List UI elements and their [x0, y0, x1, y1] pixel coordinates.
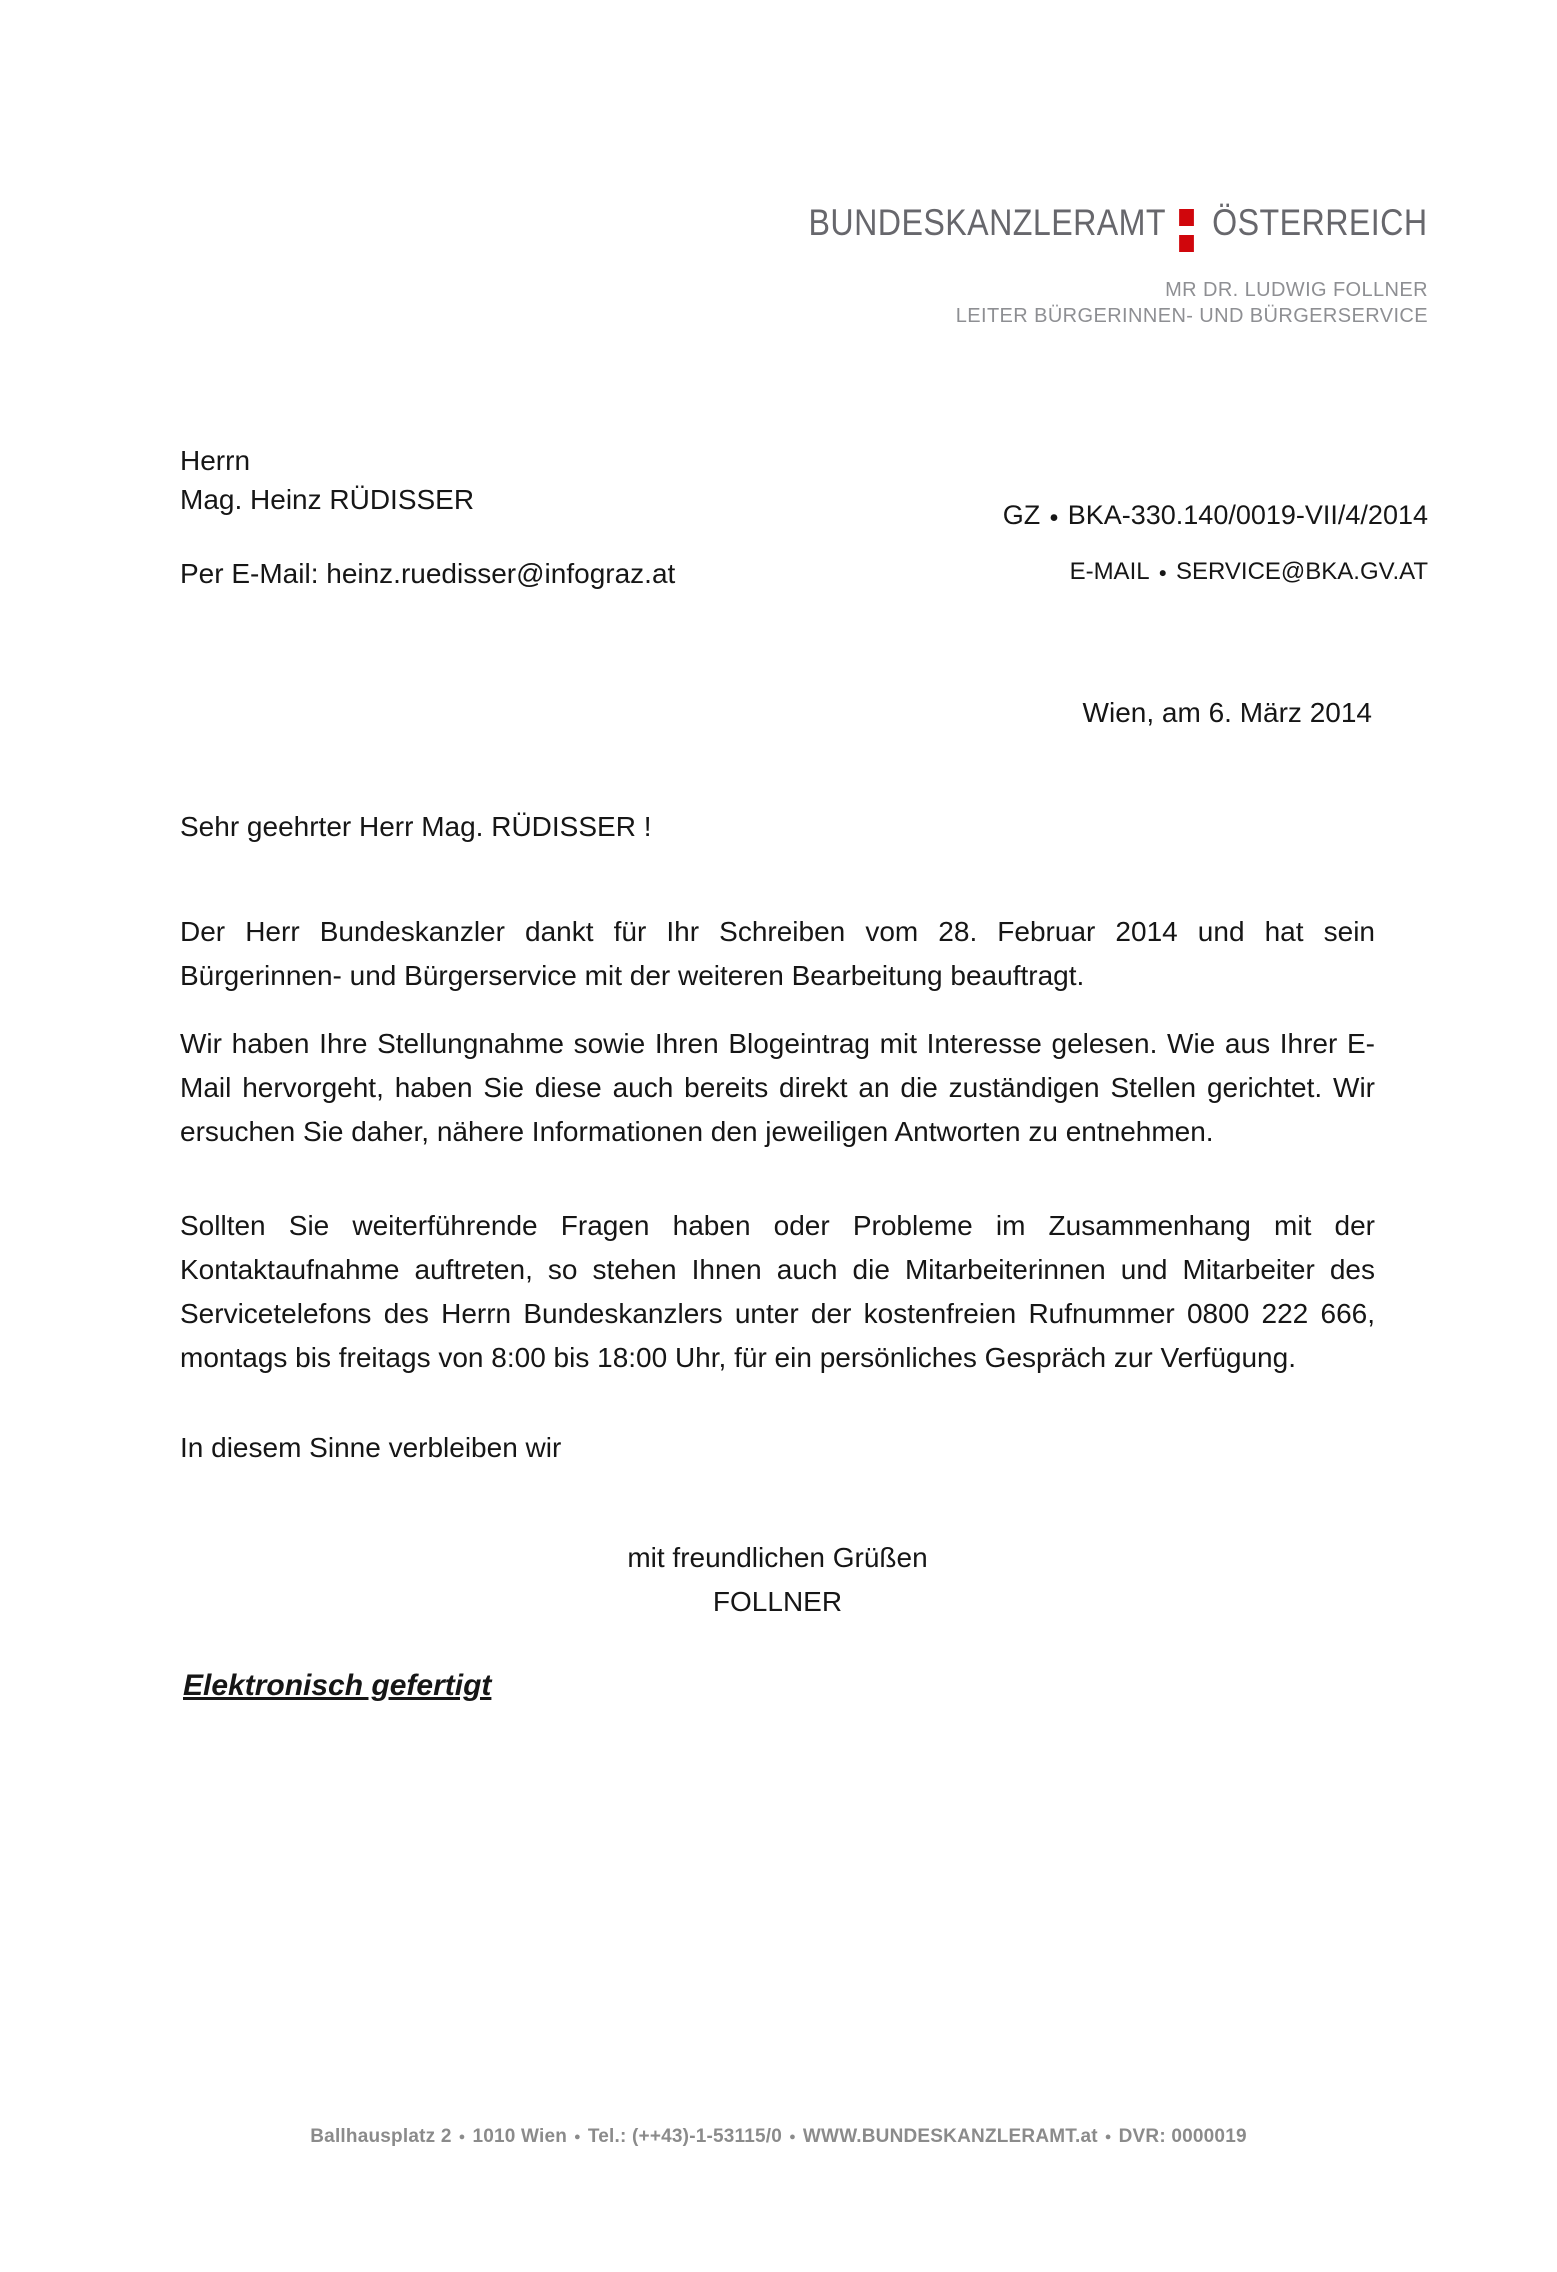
footer-city: 1010 Wien	[472, 2126, 568, 2147]
footer-address: Ballhausplatz 2	[310, 2126, 452, 2147]
letter-footer	[0, 2124, 1557, 2150]
bullet-icon: ●	[1049, 508, 1059, 526]
official-name: MR DR. LUDWIG FOLLNER	[1165, 279, 1428, 301]
reference-gz-line	[1003, 498, 1428, 535]
flag-square-top	[1180, 209, 1195, 226]
recipient-block	[180, 441, 474, 519]
email-value: SERVICE@BKA.GV.AT	[1175, 558, 1428, 585]
footer-phone: Tel.: (++43)-1-53115/0	[587, 2126, 783, 2147]
closing-block	[180, 1536, 1375, 1624]
recipient-salutation-form: Herrn	[180, 445, 251, 476]
signer-name: FOLLNER	[712, 1586, 843, 1617]
body-paragraph: Wir haben Ihre Stellungnahme sowie Ihren Blogeintrag mit Interesse gelesen. Wie aus Ihrer E-Mail hervorgeht, haben Sie diese auch bereits direkt an die zuständigen Stellen gerichtet. Wir ersuchen Sie daher, nähere Informationen den jeweiligen Antworten zu entnehmen.	[180, 1028, 1375, 1147]
salutation: Sehr geehrter Herr Mag. RÜDISSER !	[180, 811, 652, 842]
logo-word-bundeskanzleramt: BUNDESKANZLERAMT	[808, 202, 1167, 243]
electronically-signed-note: Elektronisch gefertigt	[183, 1669, 492, 1702]
body-paragraph: Der Herr Bundeskanzler dankt für Ihr Schreiben vom 28. Februar 2014 und hat sein Bürgerinnen- und Bürgerservice mit der weiteren Bearbeitung beauftragt.	[180, 916, 1375, 991]
body-paragraph: In diesem Sinne verbleiben wir	[180, 1432, 562, 1463]
bullet-icon: ●	[1104, 2131, 1112, 2144]
recipient-name: Mag. Heinz RÜDISSER	[180, 484, 475, 515]
footer-website: WWW.BUNDESKANZLERAMT.at	[802, 2126, 1098, 2147]
bullet-icon: ●	[1158, 564, 1167, 581]
body-paragraph: Sollten Sie weiterführende Fragen haben oder Probleme im Zusammenhang mit der Kontaktaufnahme auftreten, so stehen Ihnen auch die Mitarbeiterinnen und Mitarbeiter des Servicetelefons des Herrn Bundeskanzlers unter der kostenfreien Rufnummer 0800 222 666, montags bis freitags von 8:00 bis 18:00 Uhr, für ein persönliches Gespräch zur Verfügung.	[180, 1210, 1375, 1373]
reference-email-line	[1070, 557, 1428, 587]
bundeskanzleramt-logo	[809, 204, 1428, 252]
date-line: Wien, am 6. März 2014	[1082, 697, 1372, 728]
flag-square-bottom	[1180, 235, 1195, 252]
austria-flag-mark-icon	[1180, 209, 1195, 252]
sender-officials	[956, 277, 1428, 329]
gz-value: BKA-330.140/0019-VII/4/2014	[1067, 500, 1428, 530]
logo-word-oesterreich: ÖSTERREICH	[1212, 202, 1428, 243]
official-title: LEITER BÜRGERINNEN- UND BÜRGERSERVICE	[955, 305, 1428, 327]
bullet-icon: ●	[789, 2131, 796, 2144]
bullet-icon: ●	[458, 2131, 466, 2144]
footer-dvr: DVR: 0000019	[1118, 2126, 1247, 2147]
email-label: E-MAIL	[1069, 558, 1150, 585]
gz-label: GZ	[1002, 500, 1041, 530]
delivery-method: Per E-Mail: heinz.ruedisser@infograz.at	[180, 558, 676, 589]
closing-greeting: mit freundlichen Grüßen	[627, 1542, 928, 1573]
bullet-icon: ●	[574, 2131, 581, 2144]
